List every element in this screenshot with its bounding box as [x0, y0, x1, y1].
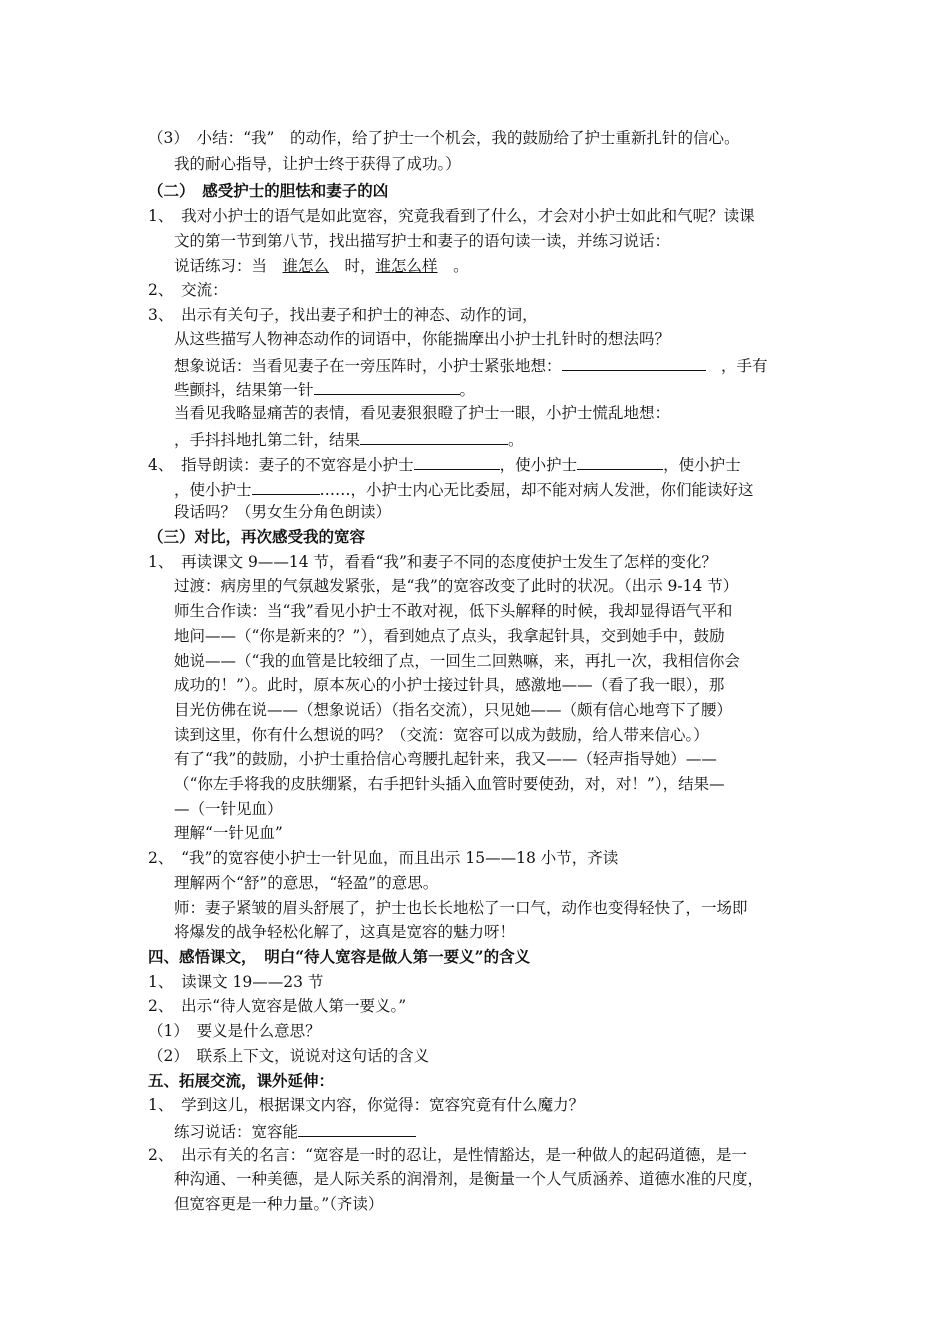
blank-who-how: 谁怎么: [282, 257, 330, 275]
imagine-text-6: 。: [508, 431, 524, 449]
step-3-line-1: 3、 出示有关句子，找出妻子和护士的神态、动作的词，: [148, 306, 538, 324]
blank-line: [360, 428, 508, 445]
reading-text-2: ，使小护士: [499, 456, 578, 474]
part3-step-2: 2、 “我”的宽容使小护士一针见血，而且出示 15——18 小节，齐读: [148, 849, 619, 867]
understand-shu: 理解两个“舒”的意思，“轻盈”的意思。: [174, 874, 439, 892]
imagine-text-4: 。: [459, 381, 476, 399]
step-1-line-1: 1、 我对小护士的语气是如此宽容，究竟我看到了什么，才会对小护士如此和气呢？读课: [148, 207, 755, 225]
section-heading-5: 五、拓展交流，课外延伸：: [148, 1071, 335, 1090]
coop-reading-9: —（一针见血）: [174, 800, 283, 818]
imagine-line-3: 当看见我略显痛苦的表情，看见妻狠狠瞪了护士一眼，小护士慌乱地想：: [174, 404, 671, 422]
question-2: （2） 联系上下文，说说对这句话的含义: [148, 1047, 430, 1065]
quote-line-3: 但宽容更是一种力量。”（齐读）: [174, 1195, 384, 1213]
imagine-line-1: [174, 354, 768, 376]
blank-line: [562, 354, 706, 371]
coop-reading-2: 地问——（“你是新来的？”），看到她点了点头，我拿起针具，交到她手中，鼓励: [174, 627, 725, 645]
speaking-end: 。: [437, 257, 469, 275]
reading-text-3: ，使小护士: [663, 456, 741, 474]
teacher-line-1: 师：妻子紧皱的眉头舒展了，护士也长长地松了一口气，动作也变得轻快了，一场即: [174, 899, 748, 917]
section-heading-2: （二） 感受护士的胆怯和妻子的凶: [148, 181, 389, 200]
understand-line: 理解“一针见血”: [174, 824, 283, 842]
step-3-line-2: 从这些描写人物神态动作的词语中，你能揣摩出小护士扎针时的想法吗？: [174, 330, 671, 348]
step-4-line-2: [174, 478, 754, 500]
blank-line: [252, 478, 320, 495]
coop-reading-1: 师生合作读：当“我”看见小护士不敢对视，低下头解释的时候，我却显得语气平和: [174, 602, 733, 620]
imagine-text-2: ，手有: [705, 357, 768, 375]
section-heading-3: （三）对比，再次感受我的宽容: [148, 527, 366, 546]
quote-line-2: 种沟通、一种美德，是人际关系的润滑剂，是衡量一个人气质涵养、道德水准的尺度，: [174, 1170, 764, 1188]
speaking-practice: [174, 256, 469, 276]
coop-reading-7: 有了“我”的鼓励，小护士重拾信心弯腰扎起针来，我又——（轻声指导她）——: [174, 750, 717, 768]
part4-step-1: 1、 读课文 19——23 节: [148, 973, 324, 991]
step-4-line-1: [148, 453, 741, 475]
summary-line-2: 我的耐心指导，让护士终于获得了成功。）: [174, 155, 461, 173]
speaking-mid: 时，: [329, 257, 376, 275]
blank-line: [577, 453, 663, 470]
practice-speaking: [174, 1120, 416, 1142]
blank-who-what: 谁怎么样: [375, 257, 438, 275]
step-1-line-2: 文的第一节到第八节，找出描写护士和妻子的语句读一读，并练习说话：: [174, 232, 671, 250]
teacher-line-2: 将爆发的战争轻松化解了，这真是宽容的魅力呀！: [174, 923, 516, 941]
reading-text-5: ……，小护士内心无比委屈，却不能对病人发泄，你们能读好这: [319, 481, 754, 499]
imagine-line-2: [174, 378, 475, 400]
practice-text: 练习说话：宽容能: [174, 1123, 299, 1141]
reading-text-4: ，使小护士: [174, 481, 252, 499]
reading-text-1: 4、 指导朗读：妻子的不宽容是小护士: [148, 456, 414, 474]
section-heading-4: 四、感悟课文， 明白“待人宽容是做人第一要义”的含义: [148, 947, 531, 966]
blank-line: [298, 1120, 416, 1137]
speaking-prefix: 说话练习：当: [174, 257, 283, 275]
question-1: （1） 要义是什么意思？: [148, 1022, 321, 1040]
imagine-line-4: [174, 428, 524, 450]
blank-line: [314, 378, 460, 395]
coop-reading-8: （“你左手将我的皮肤绷紧，右手把针头插入血管时要使劲，对，对！”），结果—: [174, 775, 725, 793]
imagine-text-1: 想象说话：当看见妻子在一旁压阵时，小护士紧张地想：: [174, 357, 562, 375]
step-2: 2、 交流：: [148, 281, 228, 299]
blank-line: [414, 453, 500, 470]
coop-reading-5: 目光仿佛在说——（想象说话）（指名交流），只见她——（颇有信心地弯下了腰）: [174, 701, 733, 719]
transition-line: 过渡：病房里的气氛越发紧张，是“我”的宽容改变了此时的状况。（出示 9-14 节）: [174, 577, 739, 595]
part4-step-2: 2、 出示“待人宽容是做人第一要义。”: [148, 997, 407, 1015]
imagine-text-3: 些颤抖，结果第一针: [174, 381, 314, 399]
coop-reading-6: 读到这里，你有什么想说的吗？（交流：宽容可以成为鼓励，给人带来信心。）: [174, 726, 709, 744]
coop-reading-4: 成功的！”）。此时，原本灰心的小护士接过针具，感激地——（看了我一眼），那: [174, 676, 725, 694]
quote-line-1: 2、 出示有关的名言：“宽容是一时的忍让，是性情豁达，是一种做人的起码道德，是一: [148, 1146, 748, 1164]
part5-step-1: 1、 学到这儿，根据课文内容，你觉得：宽容究竟有什么魔力？: [148, 1096, 585, 1114]
part3-step-1: 1、 再读课文 9——14 节，看看“我”和妻子不同的态度使护士发生了怎样的变化？: [148, 553, 717, 571]
summary-line-1: （3） 小结：“我” 的动作，给了护士一个机会，我的鼓励给了护士重新扎针的信心。: [148, 129, 740, 147]
step-4-line-3: 段话吗？（男女生分角色朗读）: [174, 503, 392, 521]
coop-reading-3: 她说——（“我的血管是比较细了点，一回生二回熟嘛，来，再扎一次，我相信你会: [174, 652, 740, 670]
imagine-text-5: ，手抖抖地扎第二针，结果: [174, 431, 361, 449]
